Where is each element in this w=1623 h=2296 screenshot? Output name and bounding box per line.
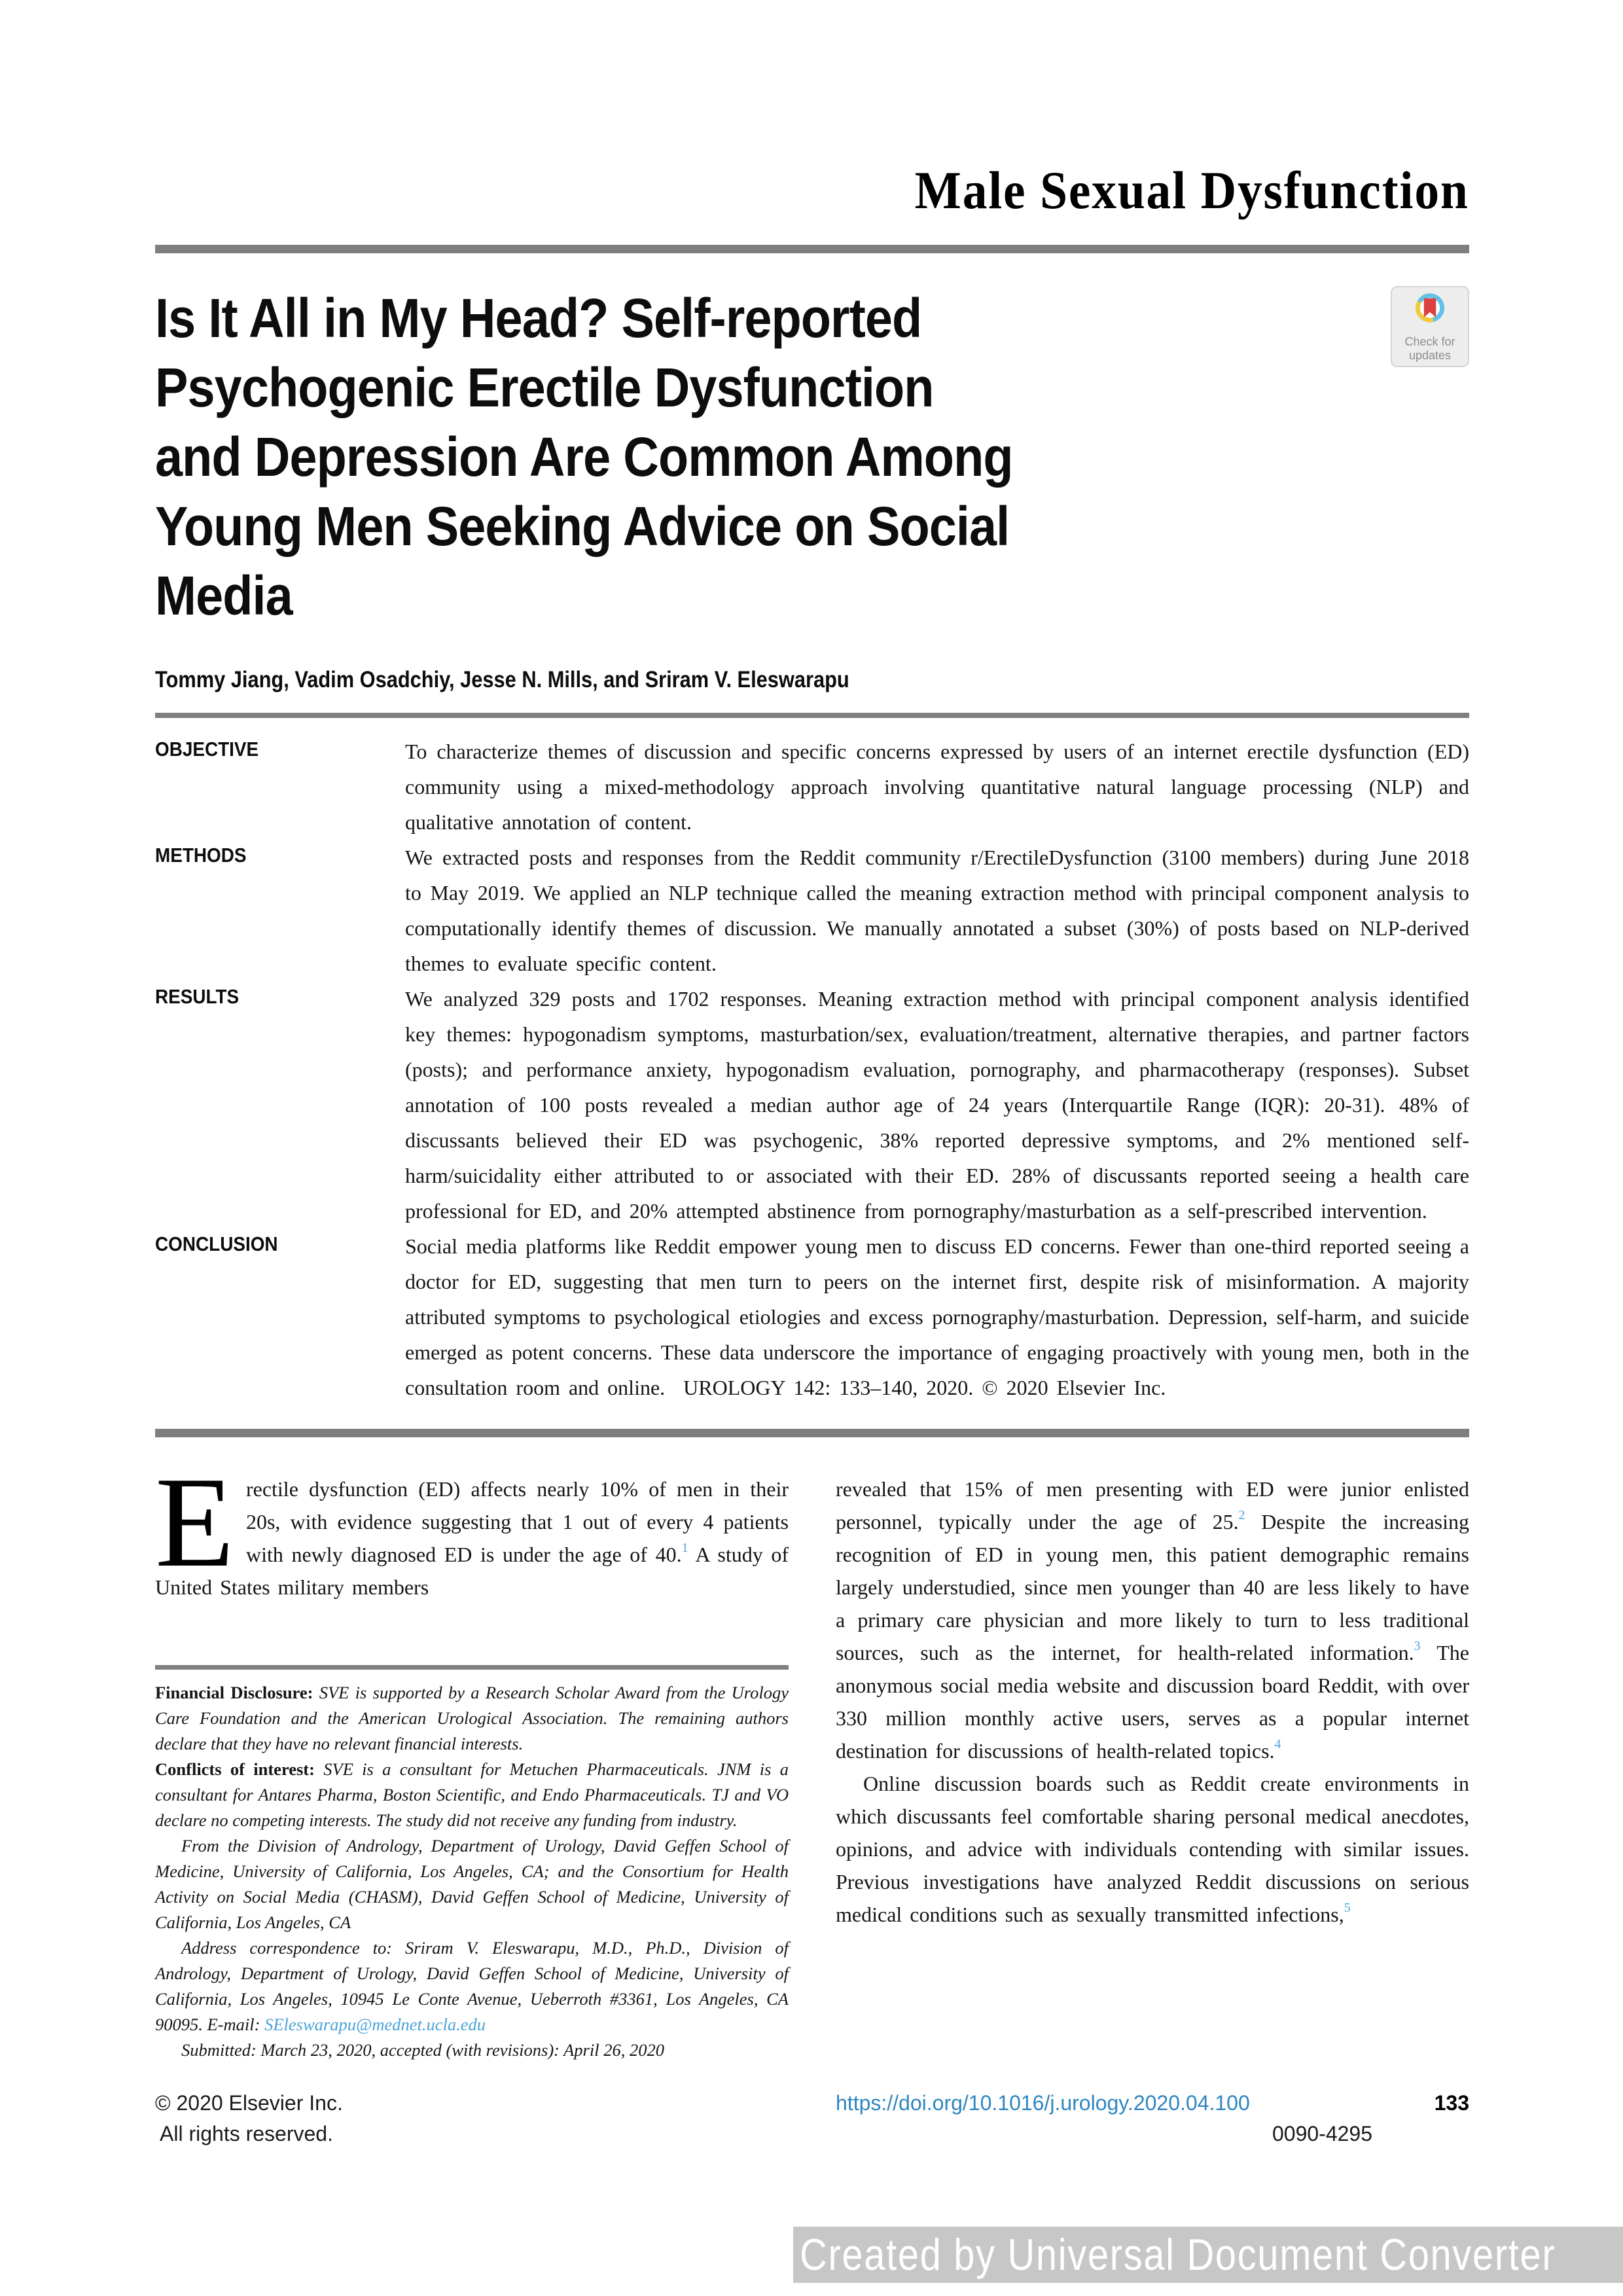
abstract-objective-row	[155, 734, 1469, 840]
left-column	[155, 1450, 789, 2149]
dropcap: E	[155, 1450, 234, 1594]
abstract-conclusion-text	[405, 1229, 1469, 1405]
abstract-objective-text: To characterize themes of discussion and specific concerns expressed by users of an internet erectile dysfunction (ED) community using a mixed-methodology approach involving quantitative natural language processing (NLP) and qualitative annotation of content.	[405, 740, 1469, 834]
rights-line: All rights reserved.	[160, 2122, 333, 2145]
body-text: Despite the increasing recognition of ED in young men, this patient demographic remains largely understudied, since men younger than 40 are less likely to have a primary care physician and more likely to turn to less traditional sources, such as the internet, for health-related information.	[836, 1510, 1470, 1664]
check-for-updates-badge[interactable]	[1391, 286, 1469, 367]
footnote-correspondence	[155, 1935, 789, 2037]
authors	[155, 667, 1469, 693]
article-title-line: Is It All in My Head? Self-reported	[155, 287, 922, 349]
conflicts-text: SVE is a consultant for Metuchen Pharmaceuticals. JNM is a consultant for Antares Pharma, Boston Scientific, and Endo Pharmaceuticals. TJ and VO declare no competing interests. The study did not receive any funding from industry.	[155, 1759, 789, 1830]
journal-section-header-text: Male Sexual Dysfunction	[914, 160, 1469, 220]
affiliation-text: From the Division of Andrology, Department of Urology, David Geffen School of Medicine, University of California, Los Angeles, CA; and the Consortium for Health Activity on Social Media (CHASM), David Geffen School of Medicine, University of California, Los Angeles, CA	[155, 1836, 789, 1932]
journal-section-header	[155, 160, 1469, 220]
issn: 0090-4295	[1272, 2122, 1372, 2145]
financial-disclosure-text: SVE is supported by a Research Scholar Award from the Urology Care Foundation and the American Urological Association. The remaining authors declare that they have no relevant financial interests.	[155, 1683, 789, 1753]
footnotes	[155, 1665, 789, 2063]
footnote-affiliation	[155, 1833, 789, 1935]
journal-footer	[836, 2088, 1469, 2149]
check-for-updates-label	[1404, 335, 1455, 363]
header-divider	[155, 245, 1469, 253]
abstract-label-conclusion: CONCLUSION	[155, 1232, 278, 1255]
financial-disclosure-label: Financial Disclosure:	[155, 1683, 313, 1702]
copyright-line: © 2020 Elsevier Inc.	[155, 2091, 343, 2115]
right-column	[836, 1473, 1469, 2149]
body-text: The anonymous social media website and discussion board Reddit, with over 330 million monthly active users, serves as a popular internet destination for discussions of health-related topics.	[836, 1641, 1470, 1763]
crossmark-icon	[1408, 291, 1452, 334]
submitted-text: Submitted: March 23, 2020, accepted (with revisions): April 26, 2020	[181, 2040, 664, 2060]
abstract-label-results: RESULTS	[155, 985, 240, 1008]
body-text: Online discussion boards such as Reddit create environments in which discussants feel comfortable sharing personal medical anecdotes, opinions, and advice with individuals contending with similar issues. Previous investigations have analyzed Reddit discussions on serious medical conditions such as sexually transmitted infections,	[836, 1772, 1469, 1926]
email-link[interactable]: SEleswarapu@mednet.ucla.edu	[264, 2015, 486, 2034]
intro-text: rectile dysfunction (ED) affects nearly 10% of men in their 20s, with evidence suggesting that 1 out of every 4 patients with newly diagnosed ED is under the age of 40.	[245, 1477, 789, 1566]
intro-text-after: A study of United States military members	[155, 1543, 789, 1599]
abstract-bottom-divider	[155, 1429, 1469, 1437]
abstract-methods-text: We extracted posts and responses from the Reddit community r/ErectileDysfunction (3100 members) during June 2018 to May 2019. We applied an NLP technique called the meaning extraction method with principal component analysis to computationally identify themes of discussion. We manually annotated a subset (30%) of posts based on NLP-derived themes to evaluate specific content.	[405, 846, 1469, 975]
doi-row	[836, 2088, 1469, 2119]
article-title-line: Psychogenic Erectile Dysfunction	[155, 357, 934, 418]
footnote-financial-disclosure	[155, 1680, 789, 1757]
doi-link[interactable]: https://doi.org/10.1016/j.urology.2020.04.100	[836, 2091, 1250, 2115]
reference-4-link[interactable]: 4	[1274, 1737, 1281, 1752]
abstract-results-row	[155, 981, 1469, 1229]
article-title-line: Media	[155, 565, 293, 626]
title-row	[155, 283, 1469, 630]
abstract-conclusion-body: Social media platforms like Reddit empower young men to discuss ED concerns. Fewer than one-third reported seeing a doctor for ED, suggesting that men turn to peers on the internet first, despite risk of misinformation. A majority attributed symptoms to psychological etiologies and excess pornography/masturbation. Depression, self-harm, and suicide emerged as potent concerns. These data underscore the importance of engaging proactively with young men, both in the consultation room and online.	[405, 1234, 1469, 1399]
copyright-block	[155, 2088, 789, 2149]
body-text: revealed that 15% of men presenting with ED were junior enlisted personnel, typically under the age of 25.	[836, 1477, 1469, 1534]
correspondence-text	[155, 1938, 789, 2034]
abstract-top-divider	[155, 713, 1469, 718]
abstract-conclusion-row	[155, 1229, 1469, 1405]
footnote-submitted	[155, 2037, 789, 2063]
conflicts-label: Conflicts of interest:	[155, 1759, 315, 1779]
reference-1-link[interactable]: 1	[681, 1541, 688, 1556]
body-paragraph-1	[836, 1473, 1469, 1767]
authors-text: Tommy Jiang, Vadim Osadchiy, Jesse N. Mills, and Sriram V. Eleswarapu	[155, 667, 849, 692]
abstract-label-methods: METHODS	[155, 844, 247, 867]
footnote-divider	[155, 1665, 789, 1670]
intro-paragraph	[155, 1450, 789, 1604]
abstract	[155, 734, 1469, 1405]
footnote-conflicts	[155, 1757, 789, 1833]
article-title	[155, 283, 1013, 630]
page-number: 133	[1434, 2091, 1469, 2115]
article-title-line: and Depression Are Common Among	[155, 426, 1013, 488]
check-for-updates-line1: Check for	[1404, 335, 1455, 348]
watermark-text: Created by Universal Document Converter	[800, 2230, 1556, 2280]
reference-5-link[interactable]: 5	[1344, 1901, 1351, 1916]
abstract-label-objective: OBJECTIVE	[155, 738, 259, 761]
article-title-line: Young Men Seeking Advice on Social	[155, 495, 1010, 557]
reference-2-link[interactable]: 2	[1238, 1508, 1245, 1523]
watermark-bar	[793, 2227, 1623, 2283]
abstract-results-text: We analyzed 329 posts and 1702 responses. Meaning extraction method with principal component analysis identified key themes: hypogonadism symptoms, masturbation/sex, evaluation/treatment, alternative therapies, and partner factors (posts); and performance anxiety, hypogonadism evaluation, pornography, and pharmacotherapy (responses). Subset annotation of 100 posts revealed a median author age of 24 years (Interquartile Range (IQR): 20-31). 48% of discussants believed their ED was psychogenic, 38% reported depressive symptoms, and 2% mentioned self-harm/suicidality either attributed to or associated with their ED. 28% of discussants reported seeing a health care professional for ED, and 20% attempted abstinence from pornography/masturbation as a self-prescribed intervention.	[405, 987, 1469, 1223]
check-for-updates-line2: updates	[1408, 349, 1452, 362]
article-citation: UROLOGY 142: 133–140, 2020. © 2020 Elsevier Inc.	[683, 1376, 1166, 1399]
correspondence-before-email: Address correspondence to: Sriram V. Eleswarapu, M.D., Ph.D., Division of Andrology, Department of Urology, David Geffen School of Medicine, University of California, Los Angeles, 10945 Le Conte Avenue, Ueberroth #3361, Los Angeles, CA 90095. E-mail:	[155, 1938, 789, 2034]
body-paragraph-2	[836, 1767, 1469, 1931]
reference-3-link[interactable]: 3	[1414, 1639, 1421, 1654]
body-columns	[155, 1450, 1470, 2149]
abstract-methods-row	[155, 840, 1469, 981]
